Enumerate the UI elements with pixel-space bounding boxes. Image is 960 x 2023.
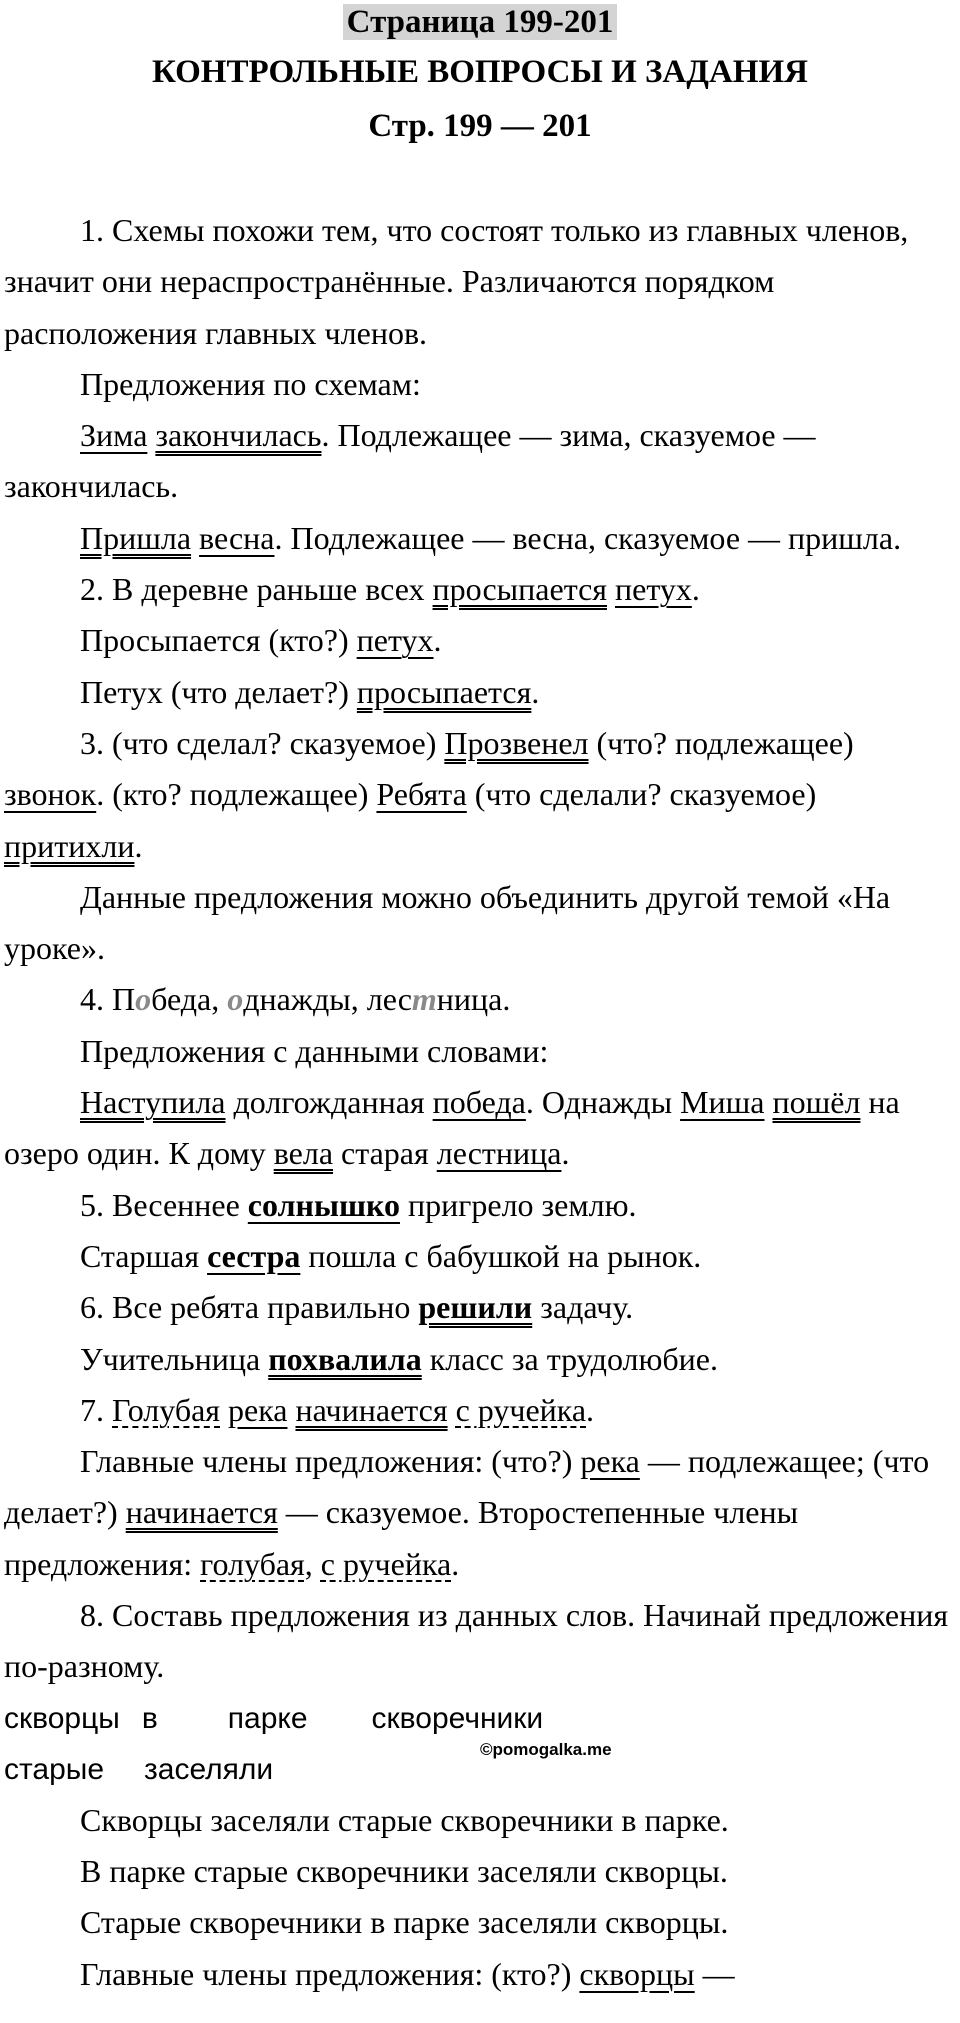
word-bank-item: скворцы <box>4 1701 120 1735</box>
word-bank-item: старые <box>4 1752 105 1786</box>
subject-word: река <box>580 1443 640 1480</box>
task-8-sentence-2: В парке старые скворечники заселяли скворцы. <box>80 1852 728 1889</box>
modifier-word: с ручейка <box>320 1545 452 1582</box>
subject-word: солнышко <box>247 1186 400 1223</box>
page-subtitle: Стр. 199 — 201 <box>368 108 592 144</box>
predicate-word: Наступила <box>80 1084 226 1121</box>
modifier-word: с ручейка <box>455 1391 587 1428</box>
subject-word: весна <box>199 519 275 556</box>
task-2-question-2: Петух (что делает?) просыпается. <box>80 673 540 710</box>
task-2-text: 2. В деревне раньше всех просыпается петух. <box>80 571 700 608</box>
task-8-analysis: Главные члены предложения: (кто?) скворцы — <box>80 1955 735 1992</box>
highlighted-letter: о <box>227 981 244 1018</box>
page-header <box>0 0 960 148</box>
highlighted-letter: т <box>411 981 437 1018</box>
predicate-word: начинается <box>125 1494 278 1531</box>
task-4-text: 4. Победа, однажды, лестница. <box>80 981 511 1018</box>
subject-word: Ребята <box>376 776 467 813</box>
task-6-sentence-1: 6. Все ребята правильно решили задачу. <box>80 1289 634 1326</box>
word-bank-item: заселяли <box>144 1752 274 1786</box>
predicate-word: Пришла <box>80 519 192 556</box>
page-range-badge: Страница 199-201 <box>343 4 618 40</box>
subject-word: скворцы <box>579 1955 695 1992</box>
task-2-question-1: Просыпается (кто?) петух. <box>80 622 442 659</box>
subject-word: петух <box>614 571 692 608</box>
predicate-word: закончилась <box>155 417 322 454</box>
subject-word: петух <box>356 622 434 659</box>
predicate-word: похвалила <box>268 1340 422 1377</box>
subject-word: лестница <box>436 1135 562 1172</box>
predicate-word: решили <box>418 1289 533 1326</box>
task-7-text: 7. Голубая река начинается с ручейка. <box>80 1391 595 1428</box>
task-3-conclusion: Данные предложения можно объединить другой темой «На уроке». <box>4 878 891 967</box>
watermark: ©pomogalka.me <box>480 1739 612 1759</box>
task-4-label: Предложения с данными словами: <box>80 1032 549 1069</box>
task-1-schemes-label: Предложения по схемам: <box>80 365 421 402</box>
predicate-word: просыпается <box>432 571 607 608</box>
task-8-word-bank <box>4 1693 956 1795</box>
task-5-sentence-1: 5. Весеннее солнышко пригрело землю. <box>80 1186 637 1223</box>
predicate-word: просыпается <box>356 673 532 710</box>
task-1-text: 1. Схемы похожи тем, что состоят только из главных членов, значит они нераспространённые. Различаются порядком расположения главных членов. <box>4 212 909 351</box>
predicate-word: притихли <box>4 827 135 864</box>
task-1-sentence-1: Зима закончилась. Подлежащее — зима, сказуемое — закончилась. <box>4 417 816 505</box>
task-6-sentence-2: Учительница похвалила класс за трудолюбие. <box>80 1340 718 1377</box>
task-8-sentence-3: Старые скворечники в парке заселяли скворцы. <box>80 1904 729 1941</box>
predicate-word: пошёл <box>772 1084 861 1121</box>
subject-word: победа <box>432 1084 526 1121</box>
word-bank-item: парке <box>227 1701 308 1735</box>
subject-word: Зима <box>80 417 148 454</box>
task-7-analysis: Главные члены предложения: (что?) река — подлежащее; (что делает?) начинается — сказуемое. Второстепенные члены предложения: голубая, с ручейка. <box>4 1443 930 1582</box>
modifier-word: Голубая <box>112 1391 221 1428</box>
task-5-sentence-2: Старшая сестра пошла с бабушкой на рынок. <box>80 1237 702 1274</box>
answers-content <box>4 205 956 2000</box>
page-title: КОНТРОЛЬНЫЕ ВОПРОСЫ И ЗАДАНИЯ <box>152 54 808 90</box>
word-bank-line-1 <box>4 1693 956 1744</box>
subject-word: звонок <box>4 776 97 813</box>
task-1-sentence-2: Пришла весна. Подлежащее — весна, сказуемое — пришла. <box>80 519 902 556</box>
task-3-text: 3. (что сделал? сказуемое) Прозвенел (что? подлежащее) звонок. (кто? подлежащее) Ребята (что сделали? сказуемое) притихли. <box>4 724 854 864</box>
subject-word: Миша <box>680 1084 765 1121</box>
word-bank-item: скворечники <box>371 1701 544 1735</box>
word-bank-item: в <box>141 1701 158 1735</box>
task-8-sentence-1: Скворцы заселяли старые скворечники в парке. <box>80 1801 729 1838</box>
highlighted-letter: о <box>135 981 152 1018</box>
task-4-sentences: Наступила долгожданная победа. Однажды Миша пошёл на озеро один. К дому вела старая лестница. <box>4 1084 900 1172</box>
subject-word: сестра <box>207 1237 301 1274</box>
predicate-word: вела <box>273 1135 334 1172</box>
predicate-word: начинается <box>295 1391 448 1428</box>
modifier-word: голубая <box>200 1545 305 1582</box>
predicate-word: Прозвенел <box>444 724 589 761</box>
subject-word: река <box>228 1391 288 1428</box>
task-8-text: 8. Составь предложения из данных слов. Начинай предложения по-разному. <box>4 1597 949 1685</box>
